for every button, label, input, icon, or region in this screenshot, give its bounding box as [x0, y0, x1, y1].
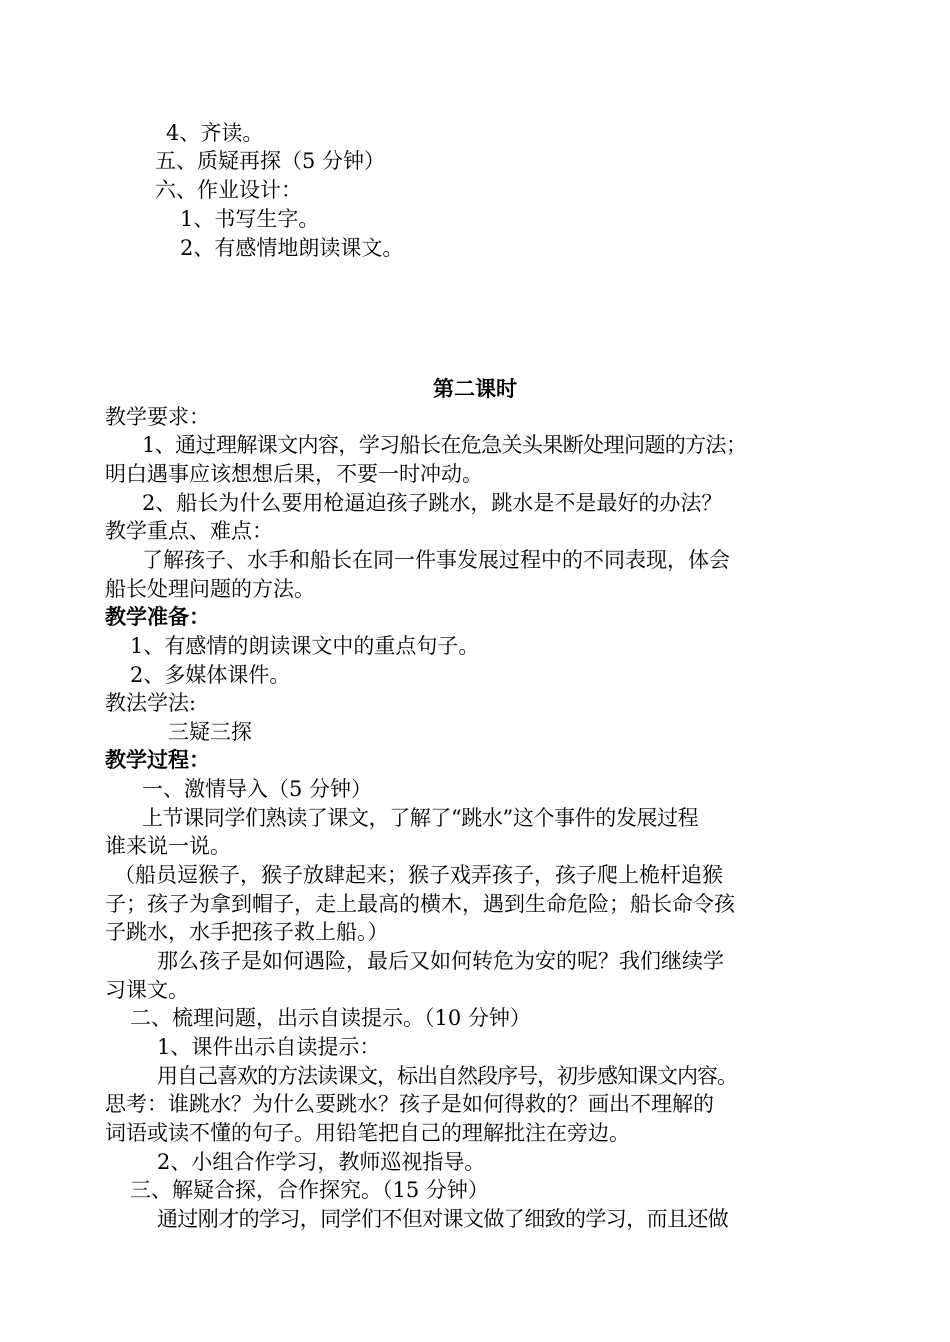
text-line: 谁来说一说。 [105, 834, 231, 858]
heading-teaching-process: 教学过程： [105, 747, 210, 772]
heading-teaching-preparation: 教学准备： [105, 604, 210, 629]
text-line: 2、小组合作学习，教师巡视指导。 [157, 1150, 486, 1174]
text-line: 五、质疑再探（5 分钟） [155, 149, 386, 173]
text-line: 子；孩子为拿到帽子，走上最高的横木，遇到生命危险；船长命令孩 [105, 892, 735, 916]
heading-key-points: 教学重点、难点： [105, 519, 273, 543]
text-line: 1、通过理解课文内容，学习船长在危急关头果断处理问题的方法； [142, 433, 747, 457]
text-line: 三疑三探 [168, 720, 252, 744]
text-line: （船员逗猴子，猴子放肆起来；猴子戏弄孩子，孩子爬上桅杆追猴 [114, 863, 723, 887]
text-line: 那么孩子是如何遇险，最后又如何转危为安的呢？我们继续学 [157, 949, 724, 973]
text-line: 船长处理问题的方法。 [105, 577, 315, 601]
text-line: 2、有感情地朗读课文。 [180, 236, 404, 260]
text-line: 4、齐读。 [166, 121, 264, 145]
text-line: 三、解疑合探，合作探究。（15 分钟） [130, 1178, 489, 1202]
text-line: 用自己喜欢的方法读课文，标出自然段序号，初步感知课文内容。 [157, 1064, 737, 1088]
heading-teaching-methods: 教法学法: [105, 691, 197, 715]
text-line: 明白遇事应该想想后果，不要一时冲动。 [105, 462, 483, 486]
text-line: 一、激情导入（5 分钟） [142, 777, 373, 801]
text-line: 六、作业设计： [155, 178, 302, 202]
text-line: 1、书写生字。 [180, 207, 320, 231]
text-line: 习课文。 [105, 978, 189, 1002]
text-line: 2、船长为什么要用枪逼迫孩子跳水，跳水是不是最好的办法？ [142, 491, 723, 515]
text-line: 子跳水，水手把孩子救上船。） [105, 920, 389, 944]
text-line: 1、有感情的朗读课文中的重点句子。 [130, 634, 480, 658]
heading-teaching-requirements: 教学要求： [105, 405, 210, 429]
text-line: 通过刚才的学习，同学们不但对课文做了细致的学习，而且还做 [157, 1207, 729, 1231]
text-line: 思考：谁跳水？为什么要跳水？孩子是如何得救的？画出不理解的 [105, 1092, 714, 1116]
text-line: 2、多媒体课件。 [130, 663, 291, 687]
text-line: 词语或读不懂的句子。用铅笔把自己的理解批注在旁边。 [105, 1121, 630, 1145]
text-line: 上节课同学们熟读了课文，了解了“跳水”这个事件的发展过程 [142, 806, 699, 830]
text-line: 了解孩子、水手和船长在同一件事发展过程中的不同表现，体会 [142, 548, 730, 572]
text-line: 1、课件出示自读提示： [157, 1035, 381, 1059]
text-line: 二、梳理问题，出示自读提示。（10 分钟） [130, 1006, 531, 1030]
section-title: 第二课时 [433, 376, 517, 401]
